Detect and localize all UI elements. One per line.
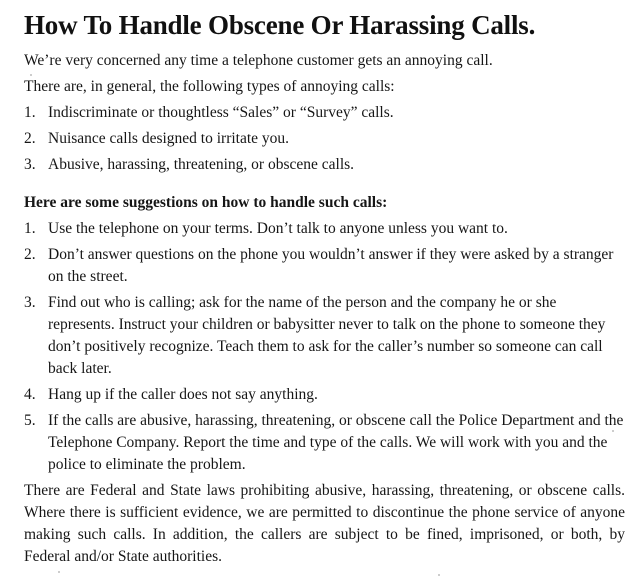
scan-speck — [30, 74, 32, 76]
closing-paragraph: There are Federal and State laws prohibiting abusive, harassing, threatening, or obscene calls. Where there is sufficient evidence, we are permitted to discontinue the phone service of anyone making such calls. In addition, the callers are subject to be fined, imprisoned, or both, by Federal and/or State authorities. — [24, 482, 625, 565]
list-item — [24, 410, 625, 476]
intro-paragraph-2: There are, in general, the following types of annoying calls: — [24, 78, 395, 95]
list-item-number: 2. — [24, 130, 36, 147]
list-item-text: Abusive, harassing, threatening, or obscene calls. — [48, 156, 355, 173]
list-item — [24, 128, 625, 150]
list-item — [24, 292, 625, 380]
list-item-number: 5. — [24, 412, 36, 429]
scan-speck — [438, 574, 440, 576]
list-item-number: 3. — [24, 156, 36, 173]
list-item-text: Hang up if the caller does not say anything. — [48, 386, 318, 403]
list-item-number: 2. — [24, 246, 36, 263]
list-item-text: Use the telephone on your terms. Don’t talk to anyone unless you want to. — [48, 220, 508, 237]
list-item — [24, 218, 625, 240]
intro-paragraph-1: We’re very concerned any time a telephone customer gets an annoying call. — [24, 52, 493, 69]
list-item-text: Indiscriminate or thoughtless “Sales” or “Survey” calls. — [48, 104, 394, 121]
list-item-text: If the calls are abusive, harassing, threatening, or obscene call the Police Department and the Telephone Company. Report the time and type of the calls. We will work with you and the police to eliminate the problem. — [48, 412, 624, 473]
list-item — [24, 102, 625, 124]
list-item — [24, 244, 625, 288]
list-item-number: 1. — [24, 104, 36, 121]
suggestions-list — [24, 218, 625, 476]
list-item-number: 4. — [24, 386, 36, 403]
list-item-number: 1. — [24, 220, 36, 237]
list-item — [24, 154, 625, 176]
list-item-text: Nuisance calls designed to irritate you. — [48, 130, 290, 147]
list-item — [24, 384, 625, 406]
scan-speck — [58, 571, 60, 573]
document-title: How To Handle Obscene Or Harassing Calls. — [24, 10, 536, 40]
list-item-text: Don’t answer questions on the phone you wouldn’t answer if they were asked by a stranger on the street. — [48, 246, 614, 285]
list-item-number: 3. — [24, 294, 36, 311]
suggestions-heading: Here are some suggestions on how to handle such calls: — [24, 194, 388, 211]
scan-speck — [612, 430, 614, 432]
call-types-list — [24, 102, 625, 176]
list-item-text: Find out who is calling; ask for the name of the person and the company he or she represents. Instruct your children or babysitter never to talk on the phone to someone they don’t positively recognize. Teach them to ask for the caller’s number so someone can call back later. — [48, 294, 606, 377]
